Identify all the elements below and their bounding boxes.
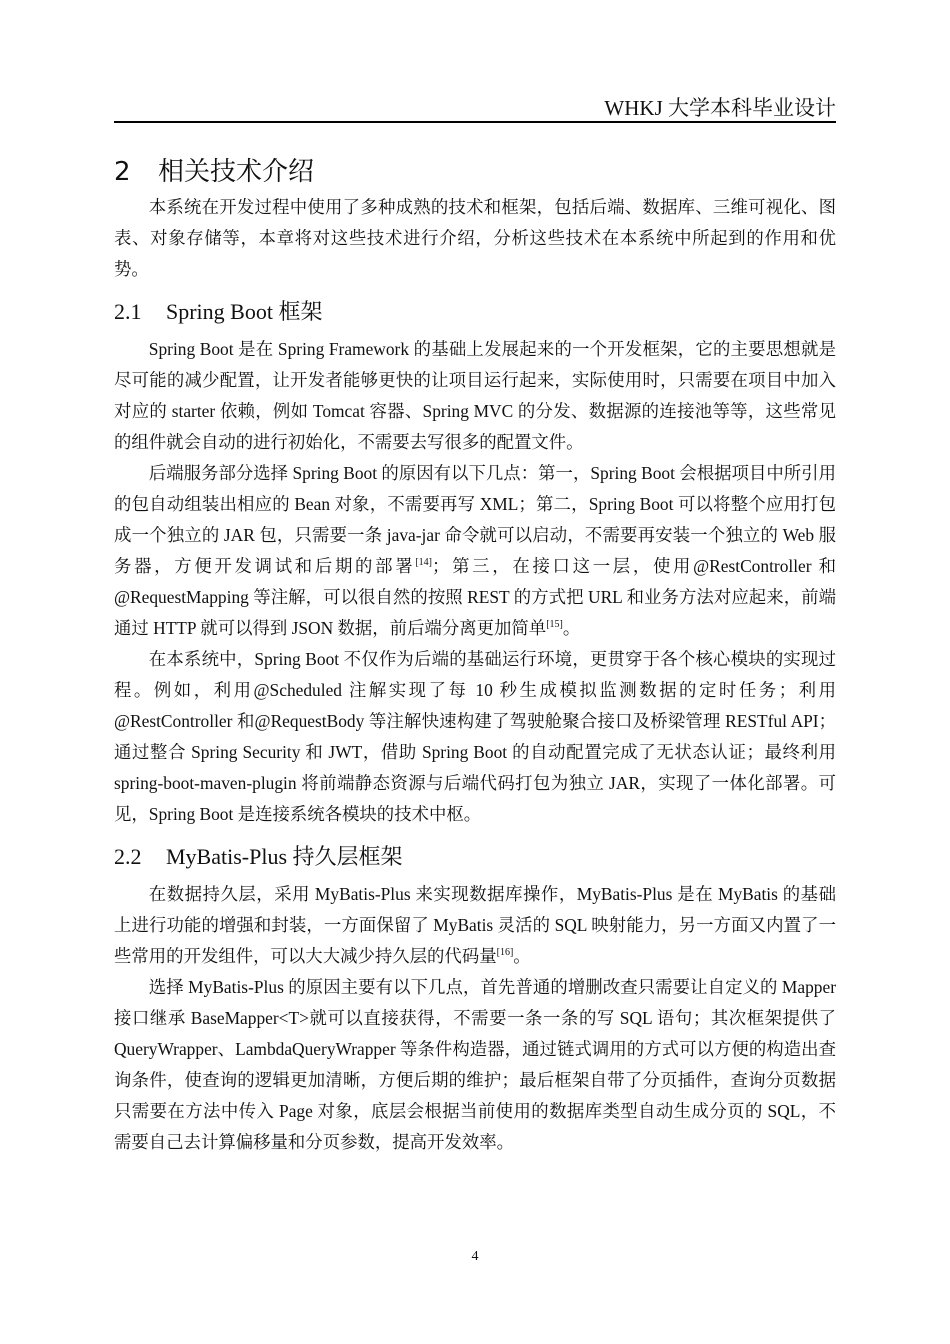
paragraph-text: 后端服务部分选择 Spring Boot 的原因有以下几点：第一，Spring Boot 会根据项目中所引用的包自动组装出相应的 Bean 对象，不需要再写 XML；第二，Spring Boot 可以将整个应用打包成一个独立的 JAR 包，只需要一条 java-jar 命令就可以启动，不需要再安装一个独立的 Web 服务器，方便开发调试和后期的部署 (114, 463, 836, 576)
paragraph (114, 458, 836, 644)
section-number: 2.2 (114, 844, 142, 869)
paragraph: 在本系统中，Spring Boot 不仅作为后端的基础运行环境，更贯穿于各个核心模块的实现过程。例如，利用@Scheduled 注解实现了每 10 秒生成模拟监测数据的定时任务；利用@RestController 和@RequestBody 等注解快速构建了驾驶舱聚合接口及桥梁管理 RESTful API；通过整合 Spring Security 和 JWT，借助 Spring Boot 的自动配置完成了无状态认证；最终利用 spring-boot-maven-plugin 将前端静态资源与后端代码打包为独立 JAR，实现了一体化部署。可见，Spring Boot 是连接系统各模块的技术中枢。 (114, 649, 836, 824)
section-heading-2-1 (114, 296, 836, 328)
page-body (114, 152, 836, 1158)
chapter-intro: 本系统在开发过程中使用了多种成熟的技术和框架，包括后端、数据库、三维可视化、图表、对象存储等，本章将对这些技术进行介绍，分析这些技术在本系统中所起到的作用和优势。 (114, 197, 836, 279)
paragraph-text: 在数据持久层，采用 MyBatis-Plus 来实现数据库操作，MyBatis-Plus 是在 MyBatis 的基础上进行功能的增强和封装，一方面保留了 MyBatis 灵活的 SQL 映射能力，另一方面又内置了一些常用的开发组件，可以大大减少持久层的代码量 (114, 884, 836, 966)
paragraph (114, 879, 836, 972)
section-heading-2-2 (114, 841, 836, 873)
paragraph-text: 。 (562, 618, 581, 638)
page-header: WHKJ 大学本科毕业设计 (604, 96, 836, 120)
paragraph: 选择 MyBatis-Plus 的原因主要有以下几点，首先普通的增删改查只需要让自定义的 Mapper 接口继承 BaseMapper<T>就可以直接获得，不需要一条一条的写 SQL 语句；其次框架提供了 QueryWrapper、LambdaQueryWrapper 等条件构造器，通过链式调用的方式可以方便的构造出查询条件，使查询的逻辑更加清晰，方便后期的维护；最后框架自带了分页插件，查询分页数据只需要在方法中传入 Page 对象，底层会根据当前使用的数据库类型自动生成分页的 SQL，不需要自己去计算偏移量和分页参数，提高开发效率。 (114, 977, 836, 1152)
citation: [15] (546, 619, 563, 630)
paragraph: Spring Boot 是在 Spring Framework 的基础上发展起来的一个开发框架，它的主要思想就是尽可能的减少配置，让开发者能够更快的让项目运行起来，实际使用时，只需要在项目中加入对应的 starter 依赖，例如 Tomcat 容器、Spring MVC 的分发、数据源的连接池等等，这些常见的组件就会自动的进行初始化，不需要去写很多的配置文件。 (114, 339, 836, 452)
citation: [16] (496, 947, 514, 958)
section-title: Spring Boot 框架 (166, 299, 323, 324)
chapter-number: 2 (114, 157, 131, 187)
section-title: MyBatis-Plus 持久层框架 (166, 844, 403, 869)
chapter-heading (114, 152, 836, 192)
section-number: 2.1 (114, 299, 142, 324)
citation: [14] (415, 557, 432, 568)
paragraph-text: ；第三，在接口这一层，使用@RestController 和@RequestMapping 等注解，可以很自然的按照 REST 的方式把 URL 和业务方法对应起来，前端通过 HTTP 就可以得到 JSON 数据，前后端分离更加简单 (114, 556, 836, 638)
header-rule (114, 121, 836, 123)
paragraph-text: 。 (513, 946, 531, 966)
page-number: 4 (471, 1249, 479, 1264)
chapter-title: 相关技术介绍 (158, 157, 315, 187)
